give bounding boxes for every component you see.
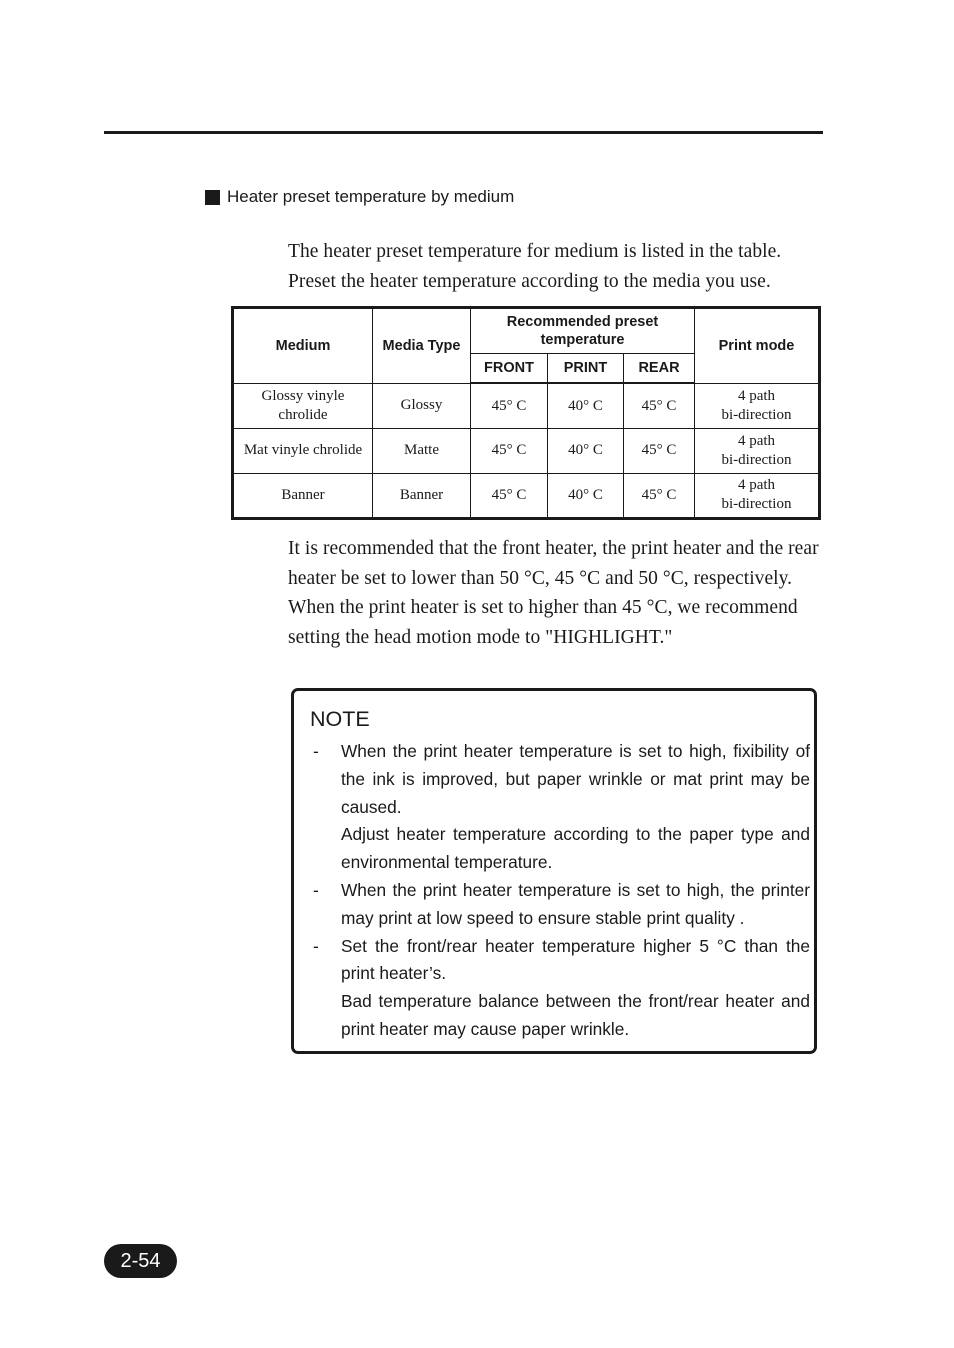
header-recommended-temperature: Recommended preset temperature	[471, 308, 695, 354]
intro-line: Preset the heater temperature according to the media you use.	[288, 270, 771, 292]
cell-print: 40° C	[548, 429, 624, 473]
recommendation-line: heater be set to lower than 50 °C, 45 °C and 50 °C, respectively.	[288, 567, 793, 589]
note-text: When the print heater temperature is set to high, the printer may print at low speed to ensure stable print quality .	[341, 879, 810, 928]
note-list	[313, 738, 810, 1044]
cell-print-mode: 4 path bi-direction	[695, 473, 820, 518]
cell-rear: 45° C	[624, 429, 695, 473]
header-media-type: Media Type	[373, 308, 471, 384]
header-print-mode: Print mode	[695, 308, 820, 384]
heater-temperature-table	[231, 306, 821, 520]
cell-front: 45° C	[471, 473, 548, 518]
note-text: Set the front/rear heater temperature higher 5 °C than the print heater’s.	[341, 935, 810, 984]
cell-front: 45° C	[471, 383, 548, 428]
note-item	[313, 933, 810, 1044]
cell-print-mode: 4 path bi-direction	[695, 429, 820, 473]
note-text: Adjust heater temperature according to the paper type and environmental temperature.	[341, 824, 810, 873]
cell-print: 40° C	[548, 473, 624, 518]
section-heading	[205, 186, 514, 208]
note-item	[313, 877, 810, 933]
cell-print-mode: 4 path bi-direction	[695, 383, 820, 428]
dash-bullet: -	[313, 741, 319, 761]
note-title: NOTE	[310, 707, 370, 731]
note-box	[291, 688, 817, 1054]
cell-front: 45° C	[471, 429, 548, 473]
section-heading-text: Heater preset temperature by medium	[227, 187, 515, 206]
table-row	[233, 429, 820, 473]
note-text: When the print heater temperature is set to high, fixibility of the ink is improved, but paper wrinkle or mat print may be caused.	[341, 741, 810, 817]
note-text: Bad temperature balance between the front/rear heater and print heater may cause paper wrinkle.	[341, 991, 810, 1039]
header-medium: Medium	[233, 308, 373, 384]
page-number-badge: 2-54	[104, 1244, 177, 1278]
square-bullet-icon	[205, 190, 220, 205]
cell-print: 40° C	[548, 383, 624, 428]
cell-media-type: Matte	[373, 429, 471, 473]
table-row	[233, 383, 820, 428]
intro-line: The heater preset temperature for medium is listed in the table.	[288, 241, 782, 262]
intro-paragraph	[288, 237, 828, 296]
cell-media-type: Banner	[373, 473, 471, 518]
dash-bullet: -	[313, 879, 319, 900]
cell-media-type: Glossy	[373, 383, 471, 428]
header-rule	[104, 131, 823, 134]
recommendation-line: setting the head motion mode to "HIGHLIGHT."	[288, 627, 673, 649]
dash-bullet: -	[313, 935, 319, 956]
header-rear: REAR	[624, 354, 695, 383]
cell-medium: Glossy vinyle chrolide	[233, 383, 373, 428]
header-front: FRONT	[471, 354, 548, 383]
header-print: PRINT	[548, 354, 624, 383]
recommendation-line: When the print heater is set to higher than 45 °C, we recommend	[288, 597, 798, 619]
cell-rear: 45° C	[624, 473, 695, 518]
note-item	[313, 738, 810, 877]
cell-medium: Mat vinyle chrolide	[233, 429, 373, 473]
cell-medium: Banner	[233, 473, 373, 518]
recommendation-line: It is recommended that the front heater, the print heater and the rear	[288, 538, 819, 559]
table-row	[233, 473, 820, 518]
recommendation-paragraph	[288, 534, 828, 653]
cell-rear: 45° C	[624, 383, 695, 428]
